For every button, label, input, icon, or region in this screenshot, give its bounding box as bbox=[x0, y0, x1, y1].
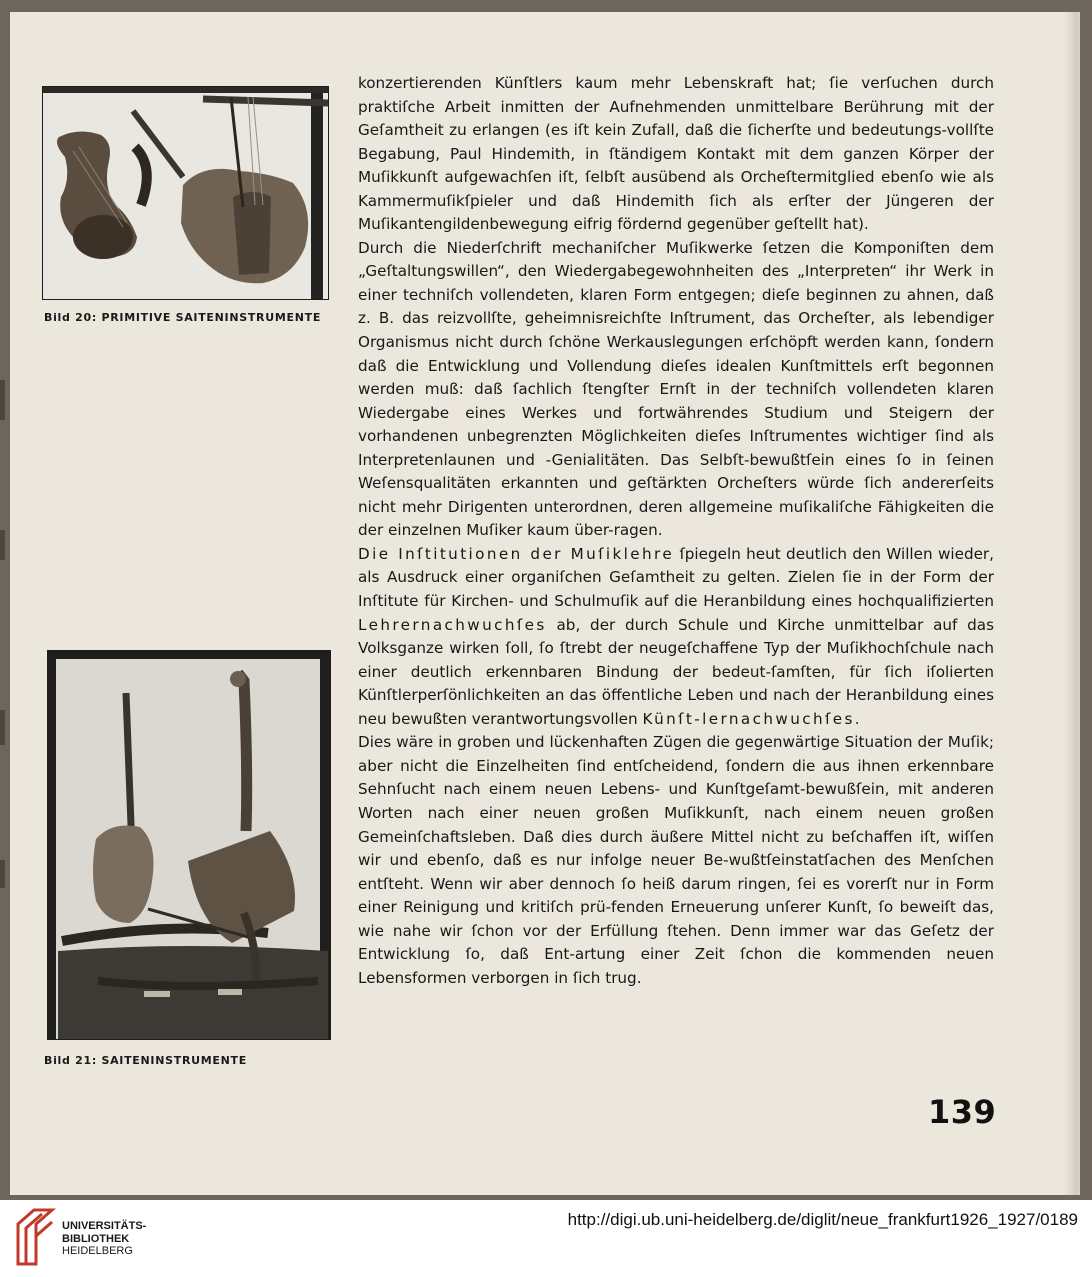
margin-ticks bbox=[0, 380, 6, 940]
library-name bbox=[62, 1220, 146, 1258]
figure-20-caption: Bild 20: PRIMITIVE SAITENINSTRUMENTE bbox=[44, 311, 322, 324]
paragraph-4: Dies wäre in groben und lückenhaften Zügen die gegenwärtige Situation der Muſik; aber nicht die Einzelheiten ſind entſcheidend, ſondern die aus ihnen erkennbare Sehnſucht nach einem neuen Lebens- und Kunſtgeſamt-bewußſein, mit anderen Worten nach einer neuen großen Muſikkunſt, nach einem neuen großen Gemeinſchaftsleben. Daß dies durch äußere Mittel nicht zu beſchaffen iſt, wiſſen wir und ebenſo, daß es nur infolge neuer Be-wußtſeinstatſachen des Menſchen entſteht. Wenn wir aber dennoch ſo heiß darum ringen, ſei es vorerſt nur in Form einer Reinigung und kritiſch prü-fenden Erneuerung unſerer Kunſt, ſo beweiſt das, wie nahe wir ſchon vor der Erfüllung ſtehen. Denn immer war das Geſetz der Entwicklung ſo, daß Ent-artung einer Zeit ſchon die kommenden neuen Lebensformen verborgen in ſich trug. bbox=[358, 733, 994, 987]
string-instruments-illustration bbox=[48, 651, 330, 1039]
library-name-line-2: BIBLIOTHEK bbox=[62, 1232, 130, 1245]
page-number: 139 bbox=[928, 1093, 997, 1131]
paragraph-1: konzertierenden Künſtlers kaum mehr Lebenskraft hat; ſie verſuchen durch praktiſche Arbeit inmitten der Aufnehmenden unmittelbare Berührung mit der Geſamtheit zu erlangen (es iſt kein Zufall, daß die ſicherſte und bedeutungs-vollſte Begabung, Paul Hindemith, in ſtändigem Kontakt mit dem ganzen Körper der Muſikkunſt aufgewachſen iſt, ſelbſt ausübend als Orcheſtermitglied ebenſo wie als Kammermuſikſpieler und daß Hindemith ſich als erſter der Jüngeren der Muſikantengildenbewegung eifrig fördernd gegenüber geſtellt hat). bbox=[358, 74, 994, 234]
primitive-instruments-illustration bbox=[43, 87, 328, 299]
source-url-link[interactable]: http://digi.ub.uni-heidelberg.de/diglit/neue_frankfurt1926_1927/0189 bbox=[567, 1210, 1078, 1229]
paragraph-3-text-c: . bbox=[854, 709, 860, 728]
university-library-logo-icon bbox=[14, 1206, 56, 1268]
paragraph-3-text-b: ab, der durch Schule und Kirche unmittelbar auf das Volksganze wirken ſoll, ſo ſtrebt der neugeſchaffene Typ der Muſikhochſchule nach einer deutlich erkennbaren Bindung der bedeut-ſamſten, für ſich iſolierten Künſtlerperſönlichkeiten an das öffentliche Leben und nach der Heranbildung eines neu bewußten verantwortungsvollen bbox=[358, 615, 994, 728]
page-edge-shadow bbox=[1064, 12, 1078, 1195]
library-name-line-1: UNIVERSITÄTS- bbox=[62, 1220, 147, 1232]
spaced-term-kuenstlernachwuchs: Künſt-lernachwuchſes bbox=[642, 709, 855, 728]
figure-21-photo bbox=[47, 650, 331, 1040]
paragraph-3-text-a: ſpiegeln heut deutlich den Willen wieder, als Ausdruck einer organiſchen Geſamtheit zu gelten. Zielen ſie in der Form der Inſtitute für Kirchen- und Schulmuſik auf die Heranbildung eines hochqualifizierten bbox=[358, 544, 995, 611]
spaced-heading-institutionen: Die Inſtitutionen der Muſiklehre bbox=[358, 544, 675, 563]
figure-21-caption: Bild 21: SAITENINSTRUMENTE bbox=[44, 1054, 247, 1067]
main-text-column bbox=[358, 72, 994, 990]
figure-20-photo bbox=[42, 86, 329, 300]
paragraph-2: Durch die Niederſchrift mechaniſcher Muſikwerke ſetzen die Komponiſten dem „Geſtaltungswillen“, den Wiedergabegewohnheiten des „Interpreten“ ihr Werk in einer techniſch vollendeten, klaren Form entgegen; dieſe beginnen zu ahnen, daß z. B. das reizvollſte, geheimnisreichſte Inſtrument, das Orcheſter, als lebendiger Organismus nicht durch ſchöne Werkauslegungen erſchöpft werden kann, ſondern daß die Entwicklung und Vollendung dieſes idealen Kunſtmittels erſt begonnen werden muß: daß ſachlich ſtengſter Ernſt in der techniſch vollendeten klaren Wiedergabe eines Werkes und fortwährendes Studium und Steigern der vorhandenen unbegrenzten Möglichkeiten dieſes Inſtrumentes wichtiger ſind als Interpretenlaunen und -Genialitäten. Das Selbſt-bewußtſein eines ſo in ſeinen Weſensqualitäten erkannten und geſtärkten Orcheſters würde ſich andererſeits nicht mehr Dirigenten unterordnen, deren allgemeine muſikaliſche Fähigkeiten die der einzelnen Muſiker kaum über-ragen. bbox=[358, 238, 994, 540]
library-name-line-3: HEIDELBERG bbox=[62, 1245, 133, 1257]
spaced-term-lehrernachwuchs: Lehrernachwuchſes bbox=[358, 615, 547, 634]
paragraph-3 bbox=[358, 543, 994, 731]
